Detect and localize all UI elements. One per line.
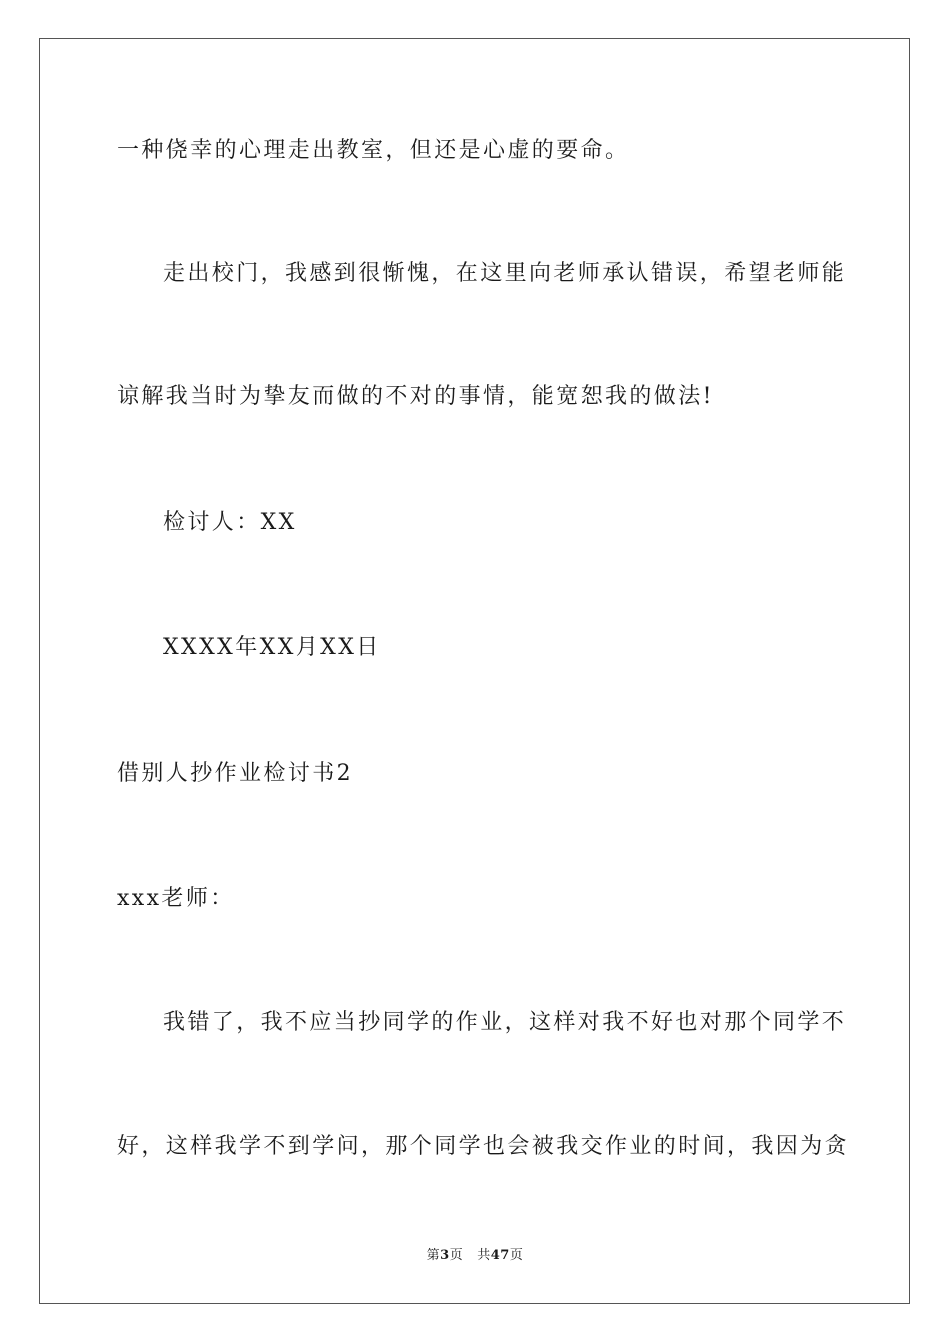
body-line-3: 谅解我当时为挚友而做的不对的事情，能宽恕我的做法! (117, 384, 714, 409)
body-line-4: 我错了，我不应当抄同学的作业，这样对我不好也对那个同学不 (163, 1010, 847, 1035)
footer-total-pages: 47 (490, 1248, 510, 1263)
body-line-5: 好，这样我学不到学问，那个同学也会被我交作业的时间，我因为贪 (117, 1134, 850, 1159)
salutation: xxx老师： (117, 886, 235, 911)
date-line: XXXX年XX月XX日 (163, 635, 381, 660)
page-border (39, 38, 910, 1304)
footer-page-suffix: 页 (449, 1248, 464, 1263)
footer-page-number: 3 (440, 1248, 450, 1263)
footer-page-prefix: 第 (426, 1248, 441, 1263)
body-line-2: 走出校门，我感到很惭愧，在这里向老师承认错误，希望老师能 (163, 261, 847, 286)
footer-total-prefix: 共 (477, 1248, 491, 1263)
body-line-1: 一种侥幸的心理走出教室，但还是心虚的要命。 (117, 138, 630, 163)
page-footer (0, 1246, 950, 1266)
footer-total-suffix: 页 (509, 1248, 524, 1263)
signer-line: 检讨人：XX (163, 510, 297, 535)
section-title: 借别人抄作业检讨书2 (117, 761, 353, 786)
